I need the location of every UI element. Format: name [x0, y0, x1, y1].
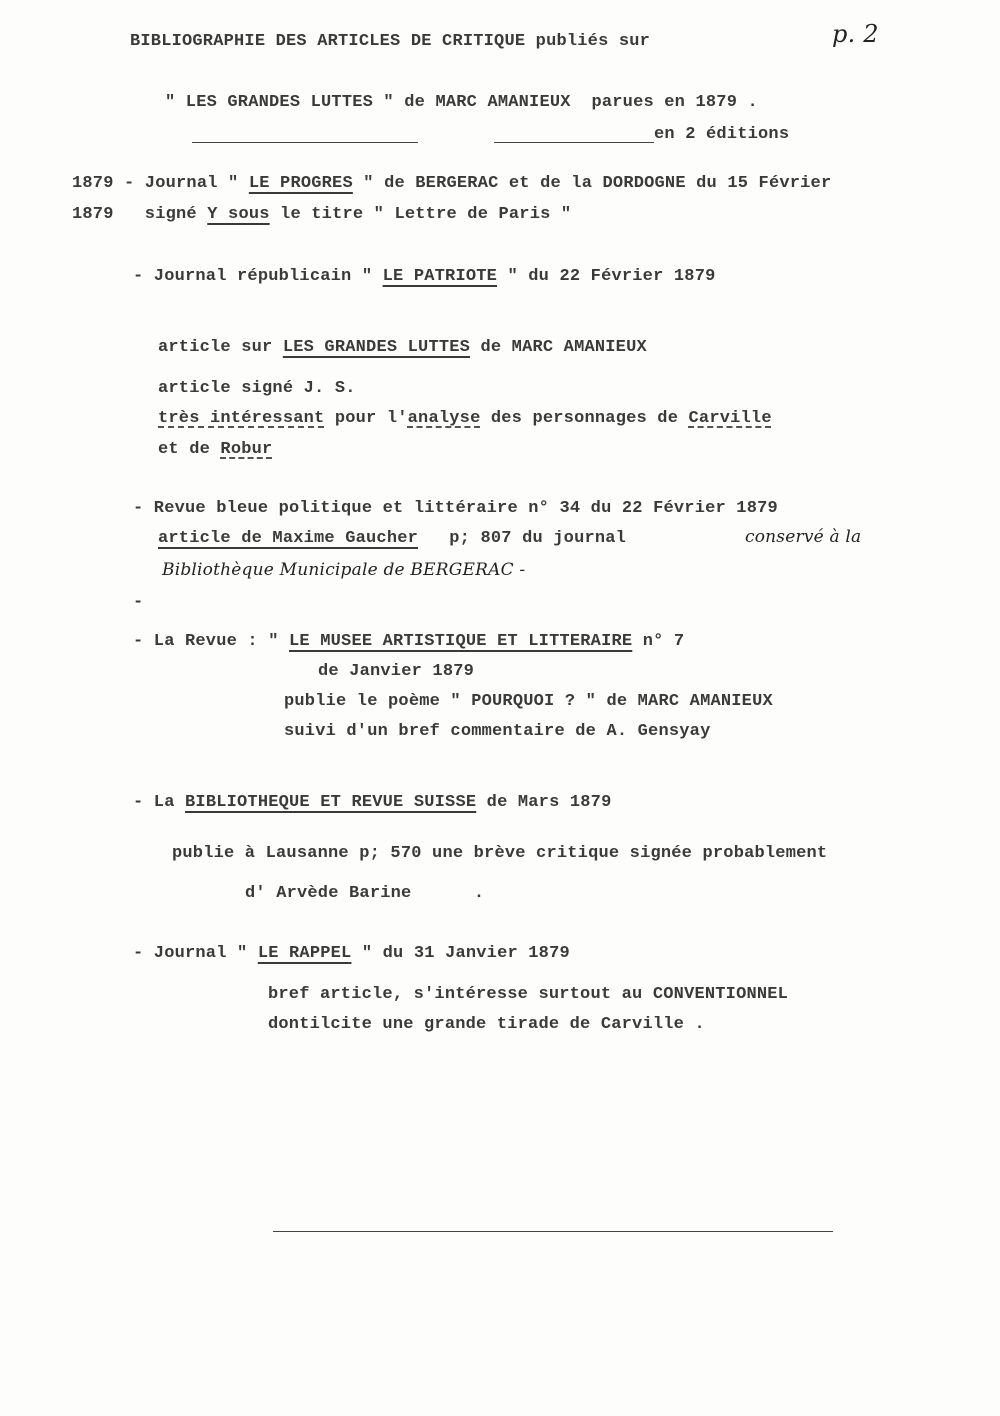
header-rule-left — [192, 142, 418, 143]
title-underlined: LE PATRIOTE — [382, 267, 498, 286]
header-title: BIBLIOGRAPHIE DES ARTICLES DE CRITIQUE publiés sur — [130, 32, 651, 51]
entry-bibliotheque-line3: d' Arvède Barine . — [245, 884, 485, 903]
text: - La — [133, 793, 186, 812]
title-underlined: LE PROGRES — [248, 174, 353, 193]
header-rule-mid — [494, 142, 654, 143]
text: des personnages de — [480, 409, 689, 428]
text: " du 31 Janvier 1879 — [351, 944, 570, 963]
page-number: p. 2 — [832, 20, 879, 48]
handwritten-note-2: Bibliothèque Municipale de BERGERAC - — [162, 560, 526, 580]
entry-rappel-line2: bref article, s'intéresse surtout au CONVENTIONNEL — [268, 985, 789, 1004]
text: et de — [158, 440, 221, 459]
text-underlined: très intéressant — [158, 409, 325, 428]
entry-musee-line1 — [133, 631, 684, 653]
handwritten-note-1: conservé à la — [745, 527, 862, 547]
entry-bibliotheque-line2: publie à Lausanne p; 570 une brève critique signée probablement — [172, 844, 828, 863]
entry-revue-bleue-line2 — [158, 528, 626, 550]
entry-revue-bleue-line1: - Revue bleue politique et littéraire n° 34 du 22 Février 1879 — [133, 499, 778, 518]
entry-bibliotheque-line1 — [133, 792, 612, 814]
text-underlined: Y sous — [207, 205, 270, 224]
text: 1879 signé — [72, 205, 208, 224]
text-underlined: Robur — [220, 440, 273, 459]
title-underlined: LE MUSEE ARTISTIQUE ET LITTERAIRE — [289, 632, 633, 651]
title-underlined: LE RAPPEL — [257, 944, 352, 963]
text: p; 807 du journal — [418, 529, 627, 548]
entry-musee-line3: publie le poème " POURQUOI ? " de MARC AMANIEUX — [284, 692, 773, 711]
text: de Mars 1879 — [476, 793, 612, 812]
entry-musee-line2: de Janvier 1879 — [318, 662, 475, 681]
entry-rappel-line3: dontilcite une grande tirade de Carville . — [268, 1015, 705, 1034]
text: pour l' — [324, 409, 408, 428]
entry-progres-line1 — [72, 173, 831, 195]
text: n° 7 — [632, 632, 685, 651]
footer-rule — [273, 1231, 833, 1232]
entry-patriote-line5 — [158, 439, 272, 461]
text: 1879 - Journal " — [72, 174, 249, 193]
entry-patriote-line4 — [158, 408, 772, 430]
entry-patriote-line2 — [158, 337, 647, 359]
entry-patriote-line1 — [133, 266, 716, 288]
title-underlined: LES GRANDES LUTTES — [282, 338, 471, 357]
text: de MARC AMANIEUX — [470, 338, 647, 357]
text: " du 22 Février 1879 — [497, 267, 716, 286]
text: " de BERGERAC et de la DORDOGNE du 15 Février — [352, 174, 832, 193]
entry-musee-line4: suivi d'un bref commentaire de A. Gensyay — [284, 722, 711, 741]
text: - Journal " — [133, 944, 258, 963]
text: - La Revue : " — [133, 632, 290, 651]
header-editions: en 2 éditions — [654, 125, 790, 144]
title-underlined: BIBLIOTHEQUE ET REVUE SUISSE — [185, 793, 477, 812]
entry-rappel-line1 — [133, 943, 570, 965]
text-underlined: article de Maxime Gaucher — [158, 529, 419, 548]
entry-patriote-line3: article signé J. S. — [158, 379, 356, 398]
entry-progres-line2 — [72, 204, 571, 226]
text-underlined: analyse — [407, 409, 481, 428]
text: le titre " Lettre de Paris " — [269, 205, 572, 224]
header-subtitle: " LES GRANDES LUTTES " de MARC AMANIEUX parues en 1879 . — [165, 93, 758, 112]
text: - Journal républicain " — [133, 267, 383, 286]
entry-empty-dash: - — [133, 593, 144, 612]
text-underlined: Carville — [688, 409, 772, 428]
text: article sur — [158, 338, 283, 357]
